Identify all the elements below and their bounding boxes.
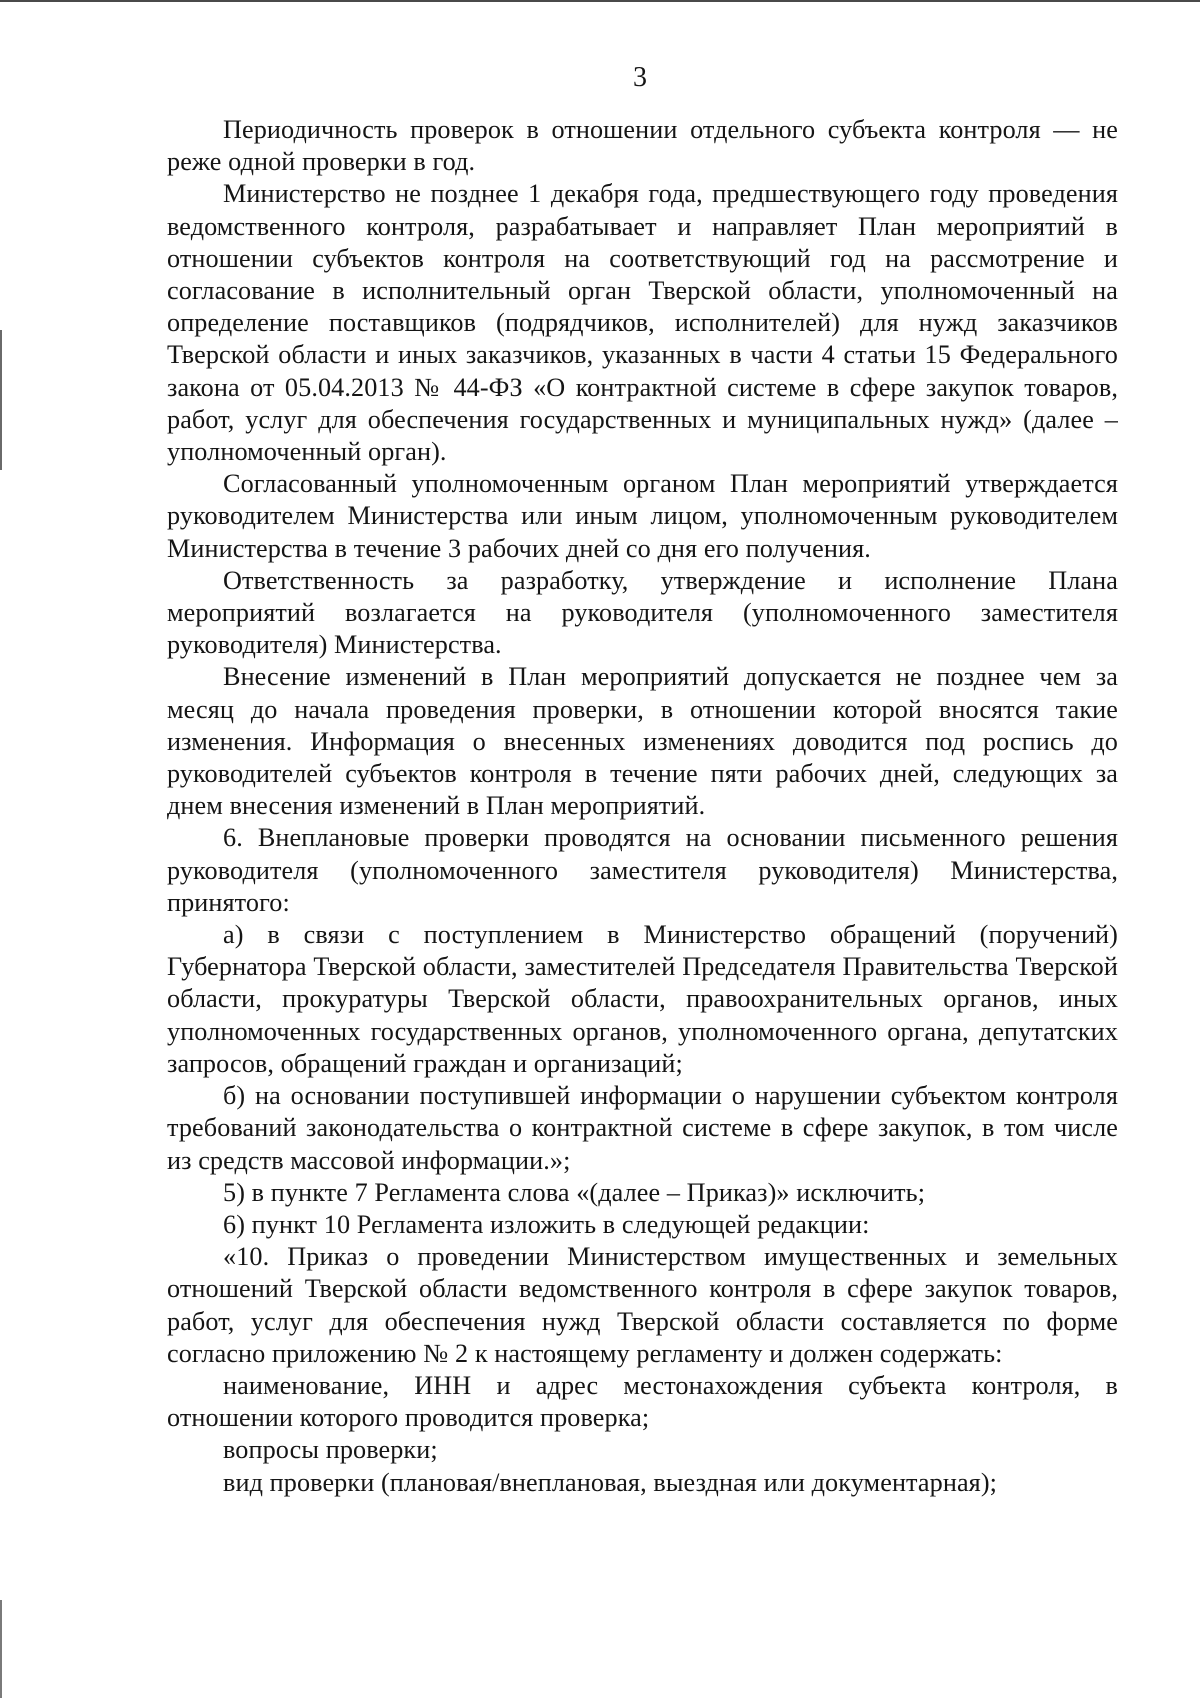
paragraph-unscheduled-inspections: 6. Внеплановые проверки проводятся на основании письменного решения руководителя (уполномоченного заместителя руководителя) Министерства, принятого: (167, 823, 1118, 917)
paragraph-inspection-questions: вопросы проверки; (223, 1435, 438, 1465)
scan-left-edge-mark-lower (0, 1600, 2, 1698)
scan-top-edge (0, 0, 1200, 2)
paragraph-plan-submission: Министерство не позднее 1 декабря года, предшествующего году проведения ведомственного контроля, разрабатывает и направляет План мероприятий в отношении субъектов контроля на соответствующий год на рассмотрение и согласование в исполнительный орган Тверской области, уполномоченный на определение поставщиков (подрядчиков, исполнителей) для нужд заказчиков Тверской области и иных заказчиков, указанных в части 4 статьи 15 Федерального закона от 05.04.2013 № 44-ФЗ «О контрактной системе в сфере закупок товаров, работ, услуг для обеспечения государственных и муниципальных нужд» (далее – уполномоченный орган). (167, 179, 1118, 467)
paragraph-item-6: 6) пункт 10 Регламента изложить в следующей редакции: (223, 1209, 870, 1239)
document-body (167, 114, 1118, 1499)
paragraph-subitem-b: б) на основании поступившей информации о нарушении субъектом контроля требований законодательства о контрактной системе в сфере закупок, в том числе из средств массовой информации.»; (167, 1081, 1118, 1175)
page-number: 3 (633, 62, 647, 93)
paragraph-periodicity: Периодичность проверок в отношении отдельного субъекта контроля — не реже одной проверки в год. (167, 115, 1118, 177)
paragraph-responsibility: Ответственность за разработку, утверждение и исполнение Плана мероприятий возлагается на руководителя (уполномоченного заместителя руководителя) Министерства. (167, 565, 1118, 660)
paragraph-plan-changes: Внесение изменений в План мероприятий допускается не позднее чем за месяц до начала проведения проверки, в отношении которой вносятся такие изменения. Информация о внесенных изменениях доводится под роспись до руководителей субъектов контроля в течение пяти рабочих дней, следующих за днем внесения изменений в План мероприятий. (167, 662, 1118, 821)
scan-left-edge-mark (0, 330, 2, 470)
paragraph-inspection-type: вид проверки (плановая/внеплановая, выездная или документарная); (223, 1467, 998, 1497)
paragraph-order-contents: «10. Приказ о проведении Министерством имущественных и земельных отношений Тверской области ведомственного контроля в сфере закупок товаров, работ, услуг для обеспечения нужд Тверской области составляется по форме согласно приложению № 2 к настоящему регламенту и должен содержать: (167, 1242, 1118, 1368)
paragraph-subitem-a: а) в связи с поступлением в Министерство обращений (поручений) Губернатора Тверской области, заместителей Председателя Правительства Тверской области, прокуратуры Тверской области, правоохранительных органов, иных уполномоченных государственных органов, уполномоченного органа, депутатских запросов, обращений граждан и организаций; (167, 920, 1118, 1078)
paragraph-subject-name: наименование, ИНН и адрес местонахождения субъекта контроля, в отношении которого проводится проверка; (167, 1370, 1118, 1433)
paragraph-plan-approval: Согласованный уполномоченным органом План мероприятий утверждается руководителем Министерства или иным лицом, уполномоченным руководителем Министерства в течение 3 рабочих дней со дня его получения. (167, 469, 1118, 563)
paragraph-item-5: 5) в пункте 7 Регламента слова «(далее – Приказ)» исключить; (223, 1177, 926, 1207)
